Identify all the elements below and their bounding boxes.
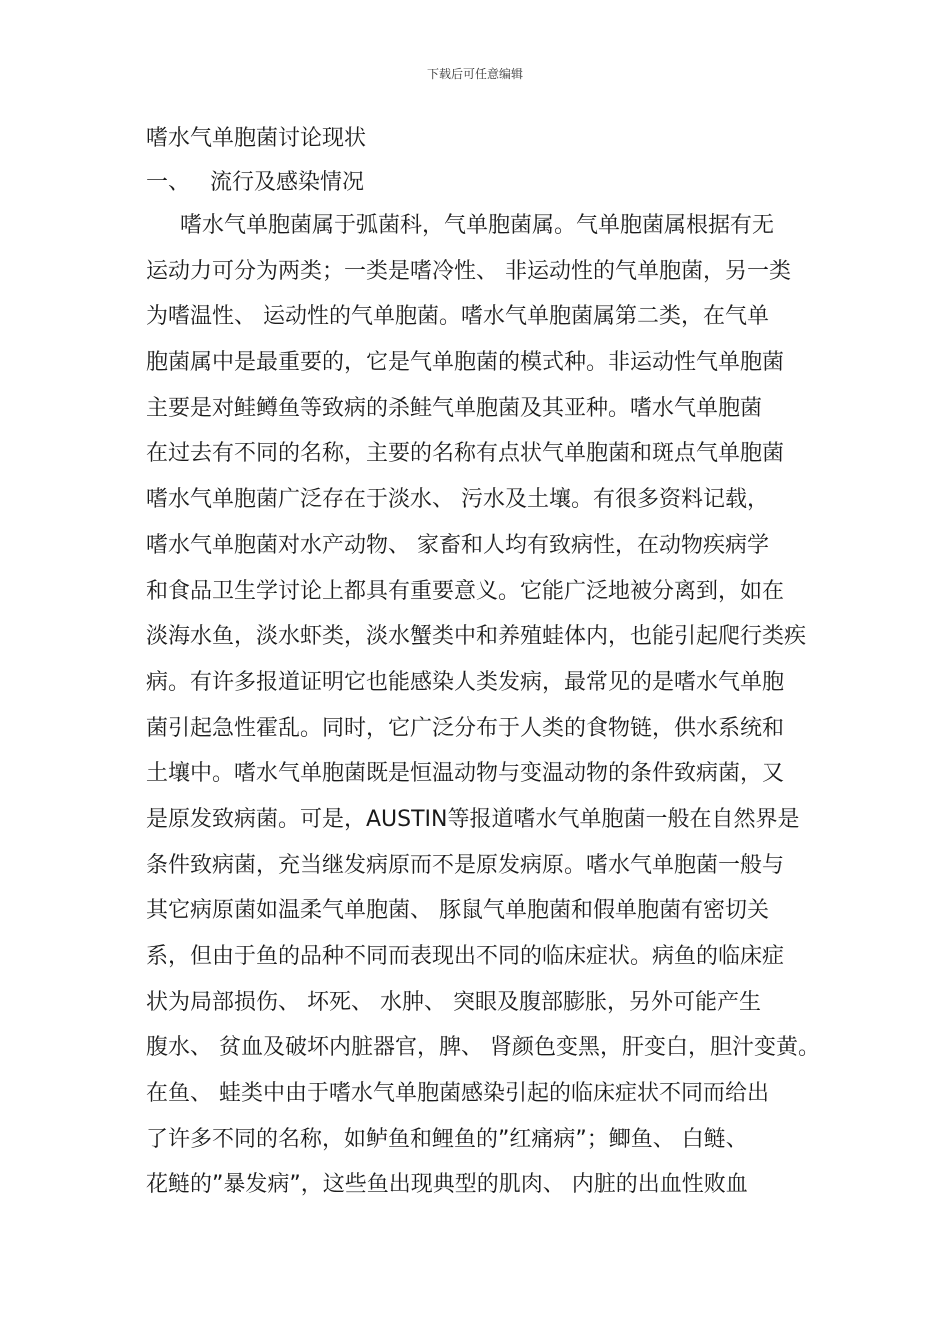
- section-number: 一、: [146, 170, 191, 195]
- paragraph-line: 状为局部损伤、 坏死、 水肿、 突眼及腹部膨胀，另外可能产生: [146, 989, 761, 1015]
- paragraph-line: 和食品卫生学讨论上都具有重要意义。它能广泛地被分离到，如在: [146, 578, 785, 604]
- paragraph-line: 腹水、 贫血及破坏内脏器官，脾、 肾颜色变黑，肝变白，胆汁变黄。: [146, 1035, 820, 1061]
- paragraph-line: 菌引起急性霍乱。同时，它广泛分布于人类的食物链，供水系统和: [146, 715, 785, 741]
- paragraph-line: 嗜水气单胞菌对水产动物、 家畜和人均有致病性，在动物疾病学: [146, 532, 769, 558]
- section-heading-text: 流行及感染情况: [210, 170, 365, 195]
- paragraph-line: 其它病原菌如温柔气单胞菌、 豚鼠气单胞菌和假单胞菌有密切关: [146, 898, 769, 924]
- paragraph-line: 了许多不同的名称，如鲈鱼和鲤鱼的”红痛病”；鲫鱼、 白鲢、: [146, 1126, 748, 1152]
- paragraph-line: 嗜水气单胞菌属于弧菌科，气单胞菌属。气单胞菌属根据有无: [180, 213, 775, 238]
- paragraph-line: 主要是对鲑鳟鱼等致病的杀鲑气单胞菌及其亚种。嗜水气单胞菌: [146, 395, 763, 421]
- paragraph-line: 运动力可分为两类；一类是嗜冷性、 非运动性的气单胞菌，另一类: [146, 258, 791, 284]
- paragraph-line: 病。有许多报道证明它也能感染人类发病，最常见的是嗜水气单胞: [146, 669, 785, 695]
- paragraph-line: 嗜水气单胞菌广泛存在于淡水、 污水及土壤。有很多资料记载，: [146, 487, 769, 513]
- body-paragraph: [146, 210, 836, 1215]
- section-heading: [146, 168, 364, 198]
- paragraph-line: 淡海水鱼，淡水虾类，淡水蟹类中和养殖蛙体内，也能引起爬行类疾: [146, 624, 807, 650]
- paragraph-line: 条件致病菌，充当继发病原而不是原发病原。嗜水气单胞菌一般与: [146, 852, 785, 878]
- paragraph-line: 系，但由于鱼的品种不同而表现出不同的临床症状。病鱼的临床症: [146, 944, 785, 969]
- paragraph-line: 在鱼、 蛙类中由于嗜水气单胞菌感染引起的临床症状不同而给出: [146, 1081, 769, 1107]
- paragraph-line: 在过去有不同的名称，主要的名称有点状气单胞菌和斑点气单胞菌: [146, 441, 785, 467]
- paragraph-line: 为嗜温性、 运动性的气单胞菌。嗜水气单胞菌属第二类，在气单: [146, 304, 769, 330]
- header-note: 下载后可任意编辑: [426, 67, 523, 81]
- paragraph-line: 是原发致病菌。可是，AUSTIN等报道嗜水气单胞菌一般在自然界是: [146, 806, 800, 832]
- document-title: 嗜水气单胞菌讨论现状: [146, 126, 367, 151]
- paragraph-line: 胞菌属中是最重要的，它是气单胞菌的模式种。非运动性气单胞菌: [146, 350, 785, 376]
- paragraph-line: 花鲢的”暴发病”，这些鱼出现典型的肌肉、 内脏的出血性败血: [146, 1172, 748, 1198]
- paragraph-line: 土壤中。嗜水气单胞菌既是恒温动物与变温动物的条件致病菌，又: [146, 761, 785, 787]
